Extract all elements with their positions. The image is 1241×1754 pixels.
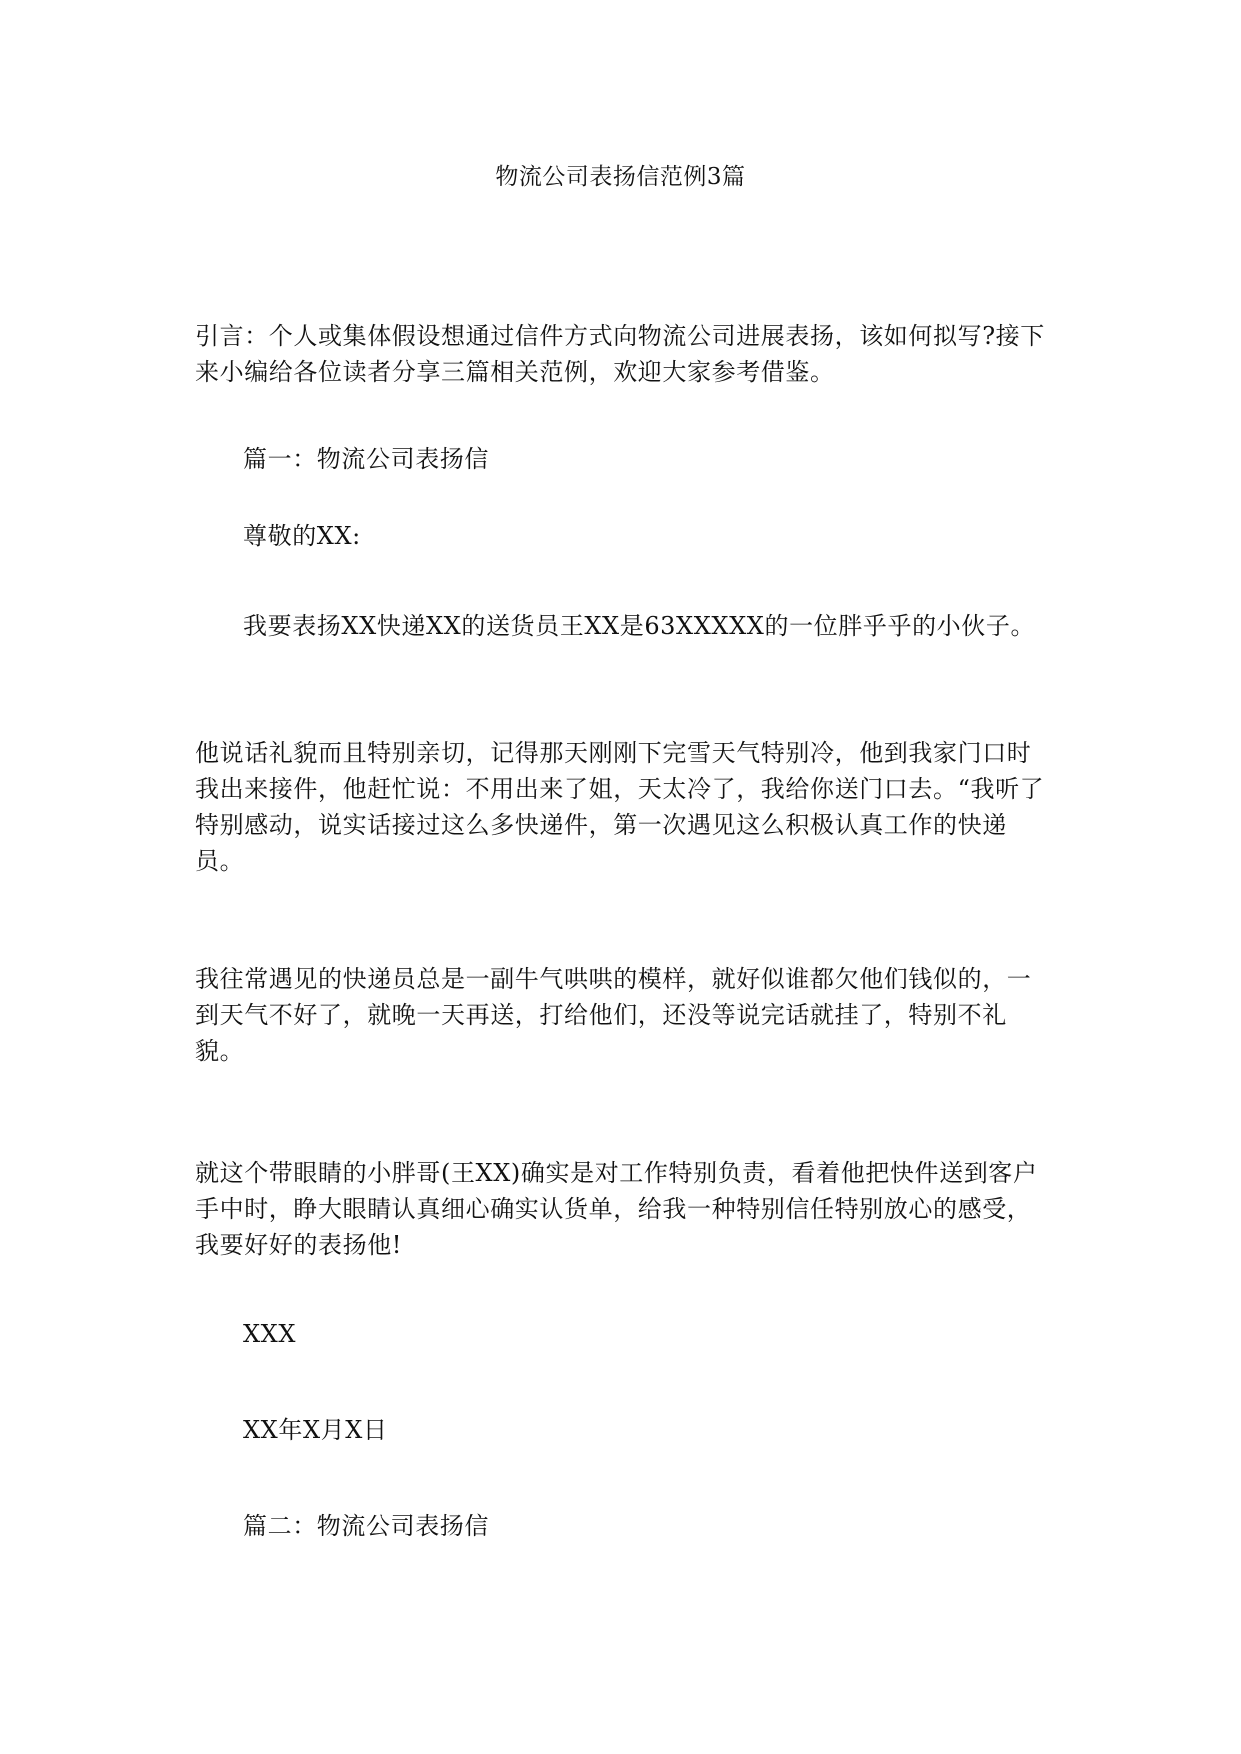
section1-heading: 篇一：物流公司表扬信 [243,445,489,473]
document-title: 物流公司表扬信范例3篇 [495,164,746,190]
letter-date: XX年X月X日 [243,1416,388,1444]
signature: XXX [243,1320,297,1348]
body-paragraph-1: 我要表扬XX快递XX的送货员王XX是63XXXXX的一位胖乎乎的小伙子。 [243,612,1036,640]
salutation: 尊敬的XX: [243,522,361,550]
body-paragraph-2: 他说话礼貌而且特别亲切，记得那天刚刚下完雪天气特别冷，他到我家门口时我出来接件，他赶忙说：不用出来了姐，天太冷了，我给你送门口去。“我听了特别感动，说实话接过这么多快递件，第一次遇见这么积极认真工作的快递员。 [195,739,1045,875]
body-paragraph-3: 我往常遇见的快递员总是一副牛气哄哄的模样，就好似谁都欠他们钱似的，一到天气不好了，就晚一天再送，打给他们，还没等说完话就挂了，特别不礼貌。 [195,965,1032,1065]
section2-heading: 篇二：物流公司表扬信 [243,1512,489,1540]
body-paragraph-4: 就这个带眼睛的小胖哥(王XX)确实是对工作特别负责，看着他把快件送到客户手中时，睁大眼睛认真细心确实认货单，给我一种特别信任特别放心的感受，我要好好的表扬他! [195,1159,1038,1259]
intro-paragraph: 引言：个人或集体假设想通过信件方式向物流公司进展表扬，该如何拟写?接下来小编给各位读者分享三篇相关范例，欢迎大家参考借鉴。 [195,322,1045,386]
